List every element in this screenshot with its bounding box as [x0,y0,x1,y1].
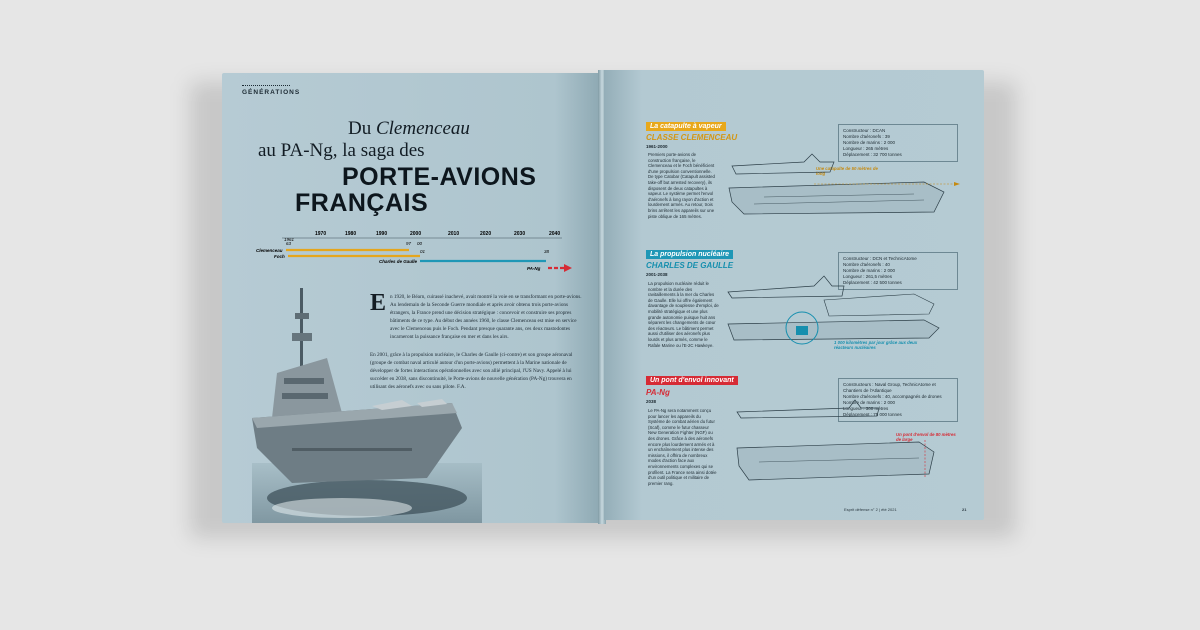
timeline-small-label: 00 [417,241,423,246]
section-tag-deck: Un pont d'envol innovant [646,376,738,385]
timeline-year: 2020 [480,231,492,237]
title-line1-italic: Clemenceau [375,118,470,139]
timeline-year: 1980 [345,231,357,237]
section-tag: GÉNÉRATIONS [242,89,301,96]
spec-line: Déplacement : 32 700 tonnes [843,152,902,157]
section-tag-catapult: La catapulte à vapeur [646,122,726,131]
spec-line: Longueur : 261,5 mètres [843,274,893,279]
spec-line: Longueur : 265 mètres [843,146,889,151]
spec-line: Constructeur : DCN et TechnicAtome [843,256,917,261]
spec-line: Nombre de marins : 2 000 [843,268,896,273]
timeline-year: 2040 [549,231,561,237]
spec-line: Déplacement : 75 000 tonnes [843,412,902,417]
title-line-4: FRANÇAIS [295,189,429,217]
title-line-3: PORTE-AVIONS [342,163,537,191]
spec-line: Nombre d'aéronefs : 39 [843,134,890,139]
timeline-small-label: 38 [544,249,550,254]
note-cdg: 1 000 kilomètres par jour grâce aux deux réacteurs nucléaires [834,340,918,350]
intro-paragraph: n 1920, le Béarn, cuirassé inachevé, avait montré la voie en se transformant en porte-avions. Au lendemain de la Seconde Guerre mondiale et après avoir obtenu trois porte-avions étrangers, la France prend une décision stratégique : concevoir et construire ses propres bâtiments de ce type. Au début des années 1960, le classe Clemenceau est mise en service avec le Clemenceau puis le Foch. Pendant presque quarante ans, ces deux mastodontes incarneront la puissance française en mer et dans les airs. [390,294,582,340]
title-line1-pre: Du [348,118,376,139]
spec-line: Constructeurs : Naval Group, TechnicAtome et Chantiers de l'Atlantique [843,382,936,393]
timeline-ship-pang: PA-Ng [527,266,541,271]
timeline-small-label: 97 [406,241,412,246]
spec-line: Nombre d'aéronefs : 40, accompagnés de drones [843,394,942,399]
section-tag-nuclear: La propulsion nucléaire [646,250,733,259]
section-years-clemenceau: 1961-2000 [646,144,668,149]
page-footer: Esprit défense n° 2 | été 2021 [844,507,897,512]
section-desc-clemenceau: Premiers porte-avions de construction française, le Clemenceau et le Foch bénéficient d'une propulsion conventionnelle. De type Catobar (Catapult assisted take-off but arrested recovery), ils disposent de deux catapultes à vapeur. Le système permet l'envol d'aéronefs à long rayon d'action et lourdement armés. Au retour, trois brins arrêtent les appareils sur une piste oblique de 165 mètres. [648,152,715,219]
page-number: 21 [962,507,967,512]
section-desc-pang: Le PA-Ng sera notamment conçu pour lancer les appareils du Système de combat aérien du futur (Scaf), comme le futur chasseur New Generation Fighter (NGF) ou des drones. Grâce à des aéronefs encore plus lourdement armés et à un enchaînement plus intense des missions, il offrira de nombreux modes d'action face aux environnements complexes qui se profilent. La France sera ainsi dotée d'un outil politique et militaire de premier rang. [648,408,717,486]
section-years-pang: 2038 [646,399,657,404]
timeline-year: 2010 [448,231,460,237]
section-desc-cdg: La propulsion nucléaire réduit le nombre et la durée des ravitaillements à la mer du Charles de Gaulle. Elle lui offre également davantage de souplesse d'emploi, de mobilité stratégique et une plus grande autonomie puisque huit ans séparent les changements de cœur des réacteurs. Le bâtiment permet aussi d'utiliser des aéronefs plus lourds et plus armés, comme le Rafale Marine ou l'E-2C Hawkeye. [648,281,719,348]
title-line-2: au PA-Ng, la saga des [258,140,425,161]
spec-line: Nombre d'aéronefs : 40 [843,262,890,267]
spec-line: Longueur : 300 mètres [843,406,889,411]
timeline-chart [222,228,600,278]
title-line-1 [348,118,470,140]
section-years-cdg: 2001-2038 [646,272,668,277]
section-title-clemenceau: CLASSE CLEMENCEAU [646,133,738,142]
timeline-small-label: 01 [420,249,426,254]
section-title-cdg: CHARLES DE GAULLE [646,261,734,270]
note-clemenceau: Une catapulte de 50 mètres de long [816,166,878,176]
dropcap: E [370,290,387,316]
blueprint-cdg [724,270,954,355]
left-page [222,73,600,523]
body-paragraph: En 2001, grâce à la propulsion nucléaire, le Charles de Gaulle (ci-contre) et son groupe aéronaval (groupe de combat naval articulé autour d'un porte-avions) permettent à la Marine nationale de développer de fortes interactions opérationnelles avec son allié principal, l'US Navy. Appelé à lui succéder en 2038, sans discontinuité, le Porte-avions de nouvelle génération (PA-Ng) trouvera en utilisant des aéronefs avec ou sans pilote. F.A. [370,352,573,390]
spec-line: Constructeur : DCAN [843,128,886,133]
timeline-small-label: 1961 [284,237,295,242]
timeline-year: 2000 [410,231,422,237]
spec-line: Nombre de marins : 2 000 [843,140,896,145]
spec-line: Nombre de marins : 2 000 [843,400,896,405]
blueprint-pang [729,392,964,487]
section-title-pang: PA-Ng [646,388,670,397]
timeline-ship-foch: Foch [274,254,285,259]
note-pang: Un pont d'envol de 80 mètres de large [896,432,956,442]
timeline-ship-cdg: Charles de Gaulle [379,259,418,264]
timeline-year: 1970 [315,231,327,237]
blueprint-clemenceau [724,142,964,222]
timeline-year: 1990 [376,231,388,237]
timeline-arrow [564,264,572,272]
spec-line: Déplacement : 42 500 tonnes [843,280,902,285]
timeline-small-label: 63 [286,241,292,246]
timeline-ship-clemenceau: Clemenceau [256,248,283,253]
timeline-year: 2030 [514,231,526,237]
right-page [604,70,984,520]
